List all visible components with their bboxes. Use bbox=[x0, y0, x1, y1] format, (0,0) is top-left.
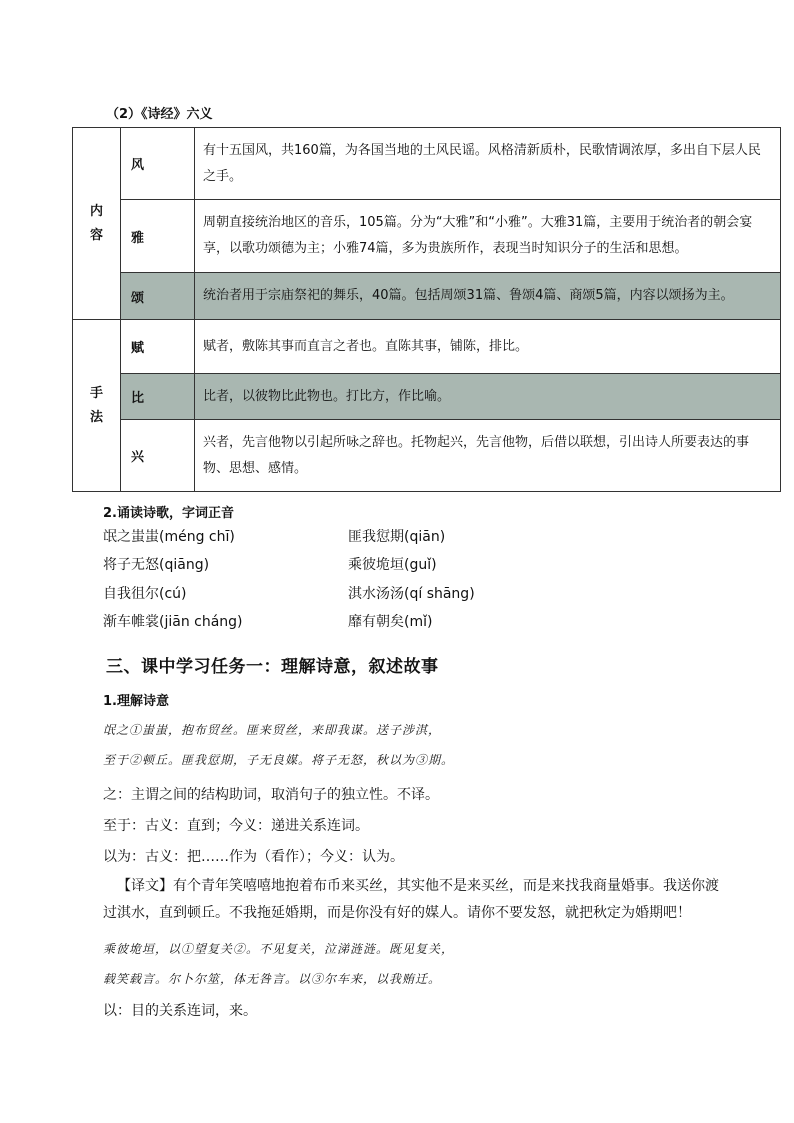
poem-line: 至于②顿丘。匪我愆期，子无良媒。将子无怒，秋以为③期。 bbox=[103, 753, 455, 767]
pronunciation-item: 乘彼垝垣(guǐ) bbox=[348, 557, 437, 573]
annotation-line: 以为：古义：把……作为（看作）；今义：认为。 bbox=[103, 849, 404, 865]
six-meanings-subheading: （2）《诗经》六义 bbox=[106, 107, 213, 122]
term-cell: 风 bbox=[121, 128, 195, 200]
table-row bbox=[73, 200, 781, 273]
description-cell: 赋者，敷陈其事而直言之者也。直陈其事，铺陈，排比。 bbox=[195, 320, 781, 374]
pronunciation-item: 将子无怒(qiāng) bbox=[103, 557, 210, 573]
table-row bbox=[73, 128, 781, 200]
content-category-label: 内容 bbox=[89, 203, 103, 243]
six-meanings-table bbox=[72, 127, 781, 492]
term-cell: 颂 bbox=[121, 273, 195, 320]
understand-heading: 1.理解诗意 bbox=[103, 694, 169, 709]
description-cell: 兴者，先言他物以引起所咏之辞也。托物起兴，先言他物，后借以联想，引出诗人所要表达的事物、思想、感情。 bbox=[195, 420, 781, 492]
pronunciation-item: 淇水汤汤(qí shāng) bbox=[348, 586, 475, 602]
pronunciation-item: 自我徂尔(cú) bbox=[103, 586, 187, 602]
pronunciation-item: 氓之蚩蚩(méng chī) bbox=[103, 529, 235, 545]
pronunciation-item: 匪我愆期(qiān) bbox=[348, 529, 446, 545]
technique-category-label: 手法 bbox=[89, 385, 103, 425]
annotation-line: 至于：古义：直到；今义：递进关系连词。 bbox=[103, 818, 369, 834]
description-cell: 统治者用于宗庙祭祀的舞乐，40篇。包括周颂31篇、鲁颂4篇、商颂5篇，内容以颂扬为主。 bbox=[195, 273, 781, 320]
description-cell: 有十五国风，共160篇，为各国当地的土风民谣。风格清新质朴，民歌情调浓厚，多出自下层人民之手。 bbox=[195, 128, 781, 200]
pronunciation-item: 渐车帷裳(jiān cháng) bbox=[103, 614, 243, 630]
description-cell: 比者，以彼物比此物也。打比方，作比喻。 bbox=[195, 374, 781, 420]
term-cell: 兴 bbox=[121, 420, 195, 492]
recite-heading: 2.诵读诗歌，字词正音 bbox=[103, 506, 234, 521]
technique-category-cell bbox=[73, 320, 121, 492]
table-row bbox=[73, 320, 781, 374]
pronunciation-item: 靡有朝矣(mǐ) bbox=[348, 614, 433, 630]
table-row bbox=[73, 420, 781, 492]
description-cell: 周朝直接统治地区的音乐，105篇。分为“大雅”和“小雅”。大雅31篇，主要用于统治者的朝会宴享，以歌功颂德为主；小雅74篇，多为贵族所作，表现当时知识分子的生活和思想。 bbox=[195, 200, 781, 273]
poem-line: 乘彼垝垣，以①望复关②。不见复关，泣涕涟涟。既见复关， bbox=[103, 942, 455, 956]
task-heading: 三、课中学习任务一：理解诗意，叙述故事 bbox=[106, 657, 439, 677]
poem-line: 载笑载言。尔卜尔筮，体无咎言。以③尔车来，以我贿迁。 bbox=[103, 972, 442, 986]
poem-line: 氓之①蚩蚩，抱布贸丝。匪来贸丝，来即我谋。送子涉淇， bbox=[103, 723, 442, 737]
table-row bbox=[73, 374, 781, 420]
translation-paragraph: 【译文】有个青年笑嘻嘻地抱着布币来买丝，其实他不是来买丝，而是来找我商量婚事。我送你渡过淇水，直到顿丘。不我拖延婚期，而是你没有好的媒人。请你不要发怒，就把秋定为婚期吧！ bbox=[103, 878, 719, 921]
annotation-line: 之：主谓之间的结构助词，取消句子的独立性。不译。 bbox=[103, 787, 439, 803]
table-row bbox=[73, 273, 781, 320]
term-cell: 雅 bbox=[121, 200, 195, 273]
term-cell: 赋 bbox=[121, 320, 195, 374]
term-cell: 比 bbox=[121, 374, 195, 420]
annotation-line: 以：目的关系连词，来。 bbox=[103, 1003, 257, 1019]
content-category-cell bbox=[73, 128, 121, 320]
